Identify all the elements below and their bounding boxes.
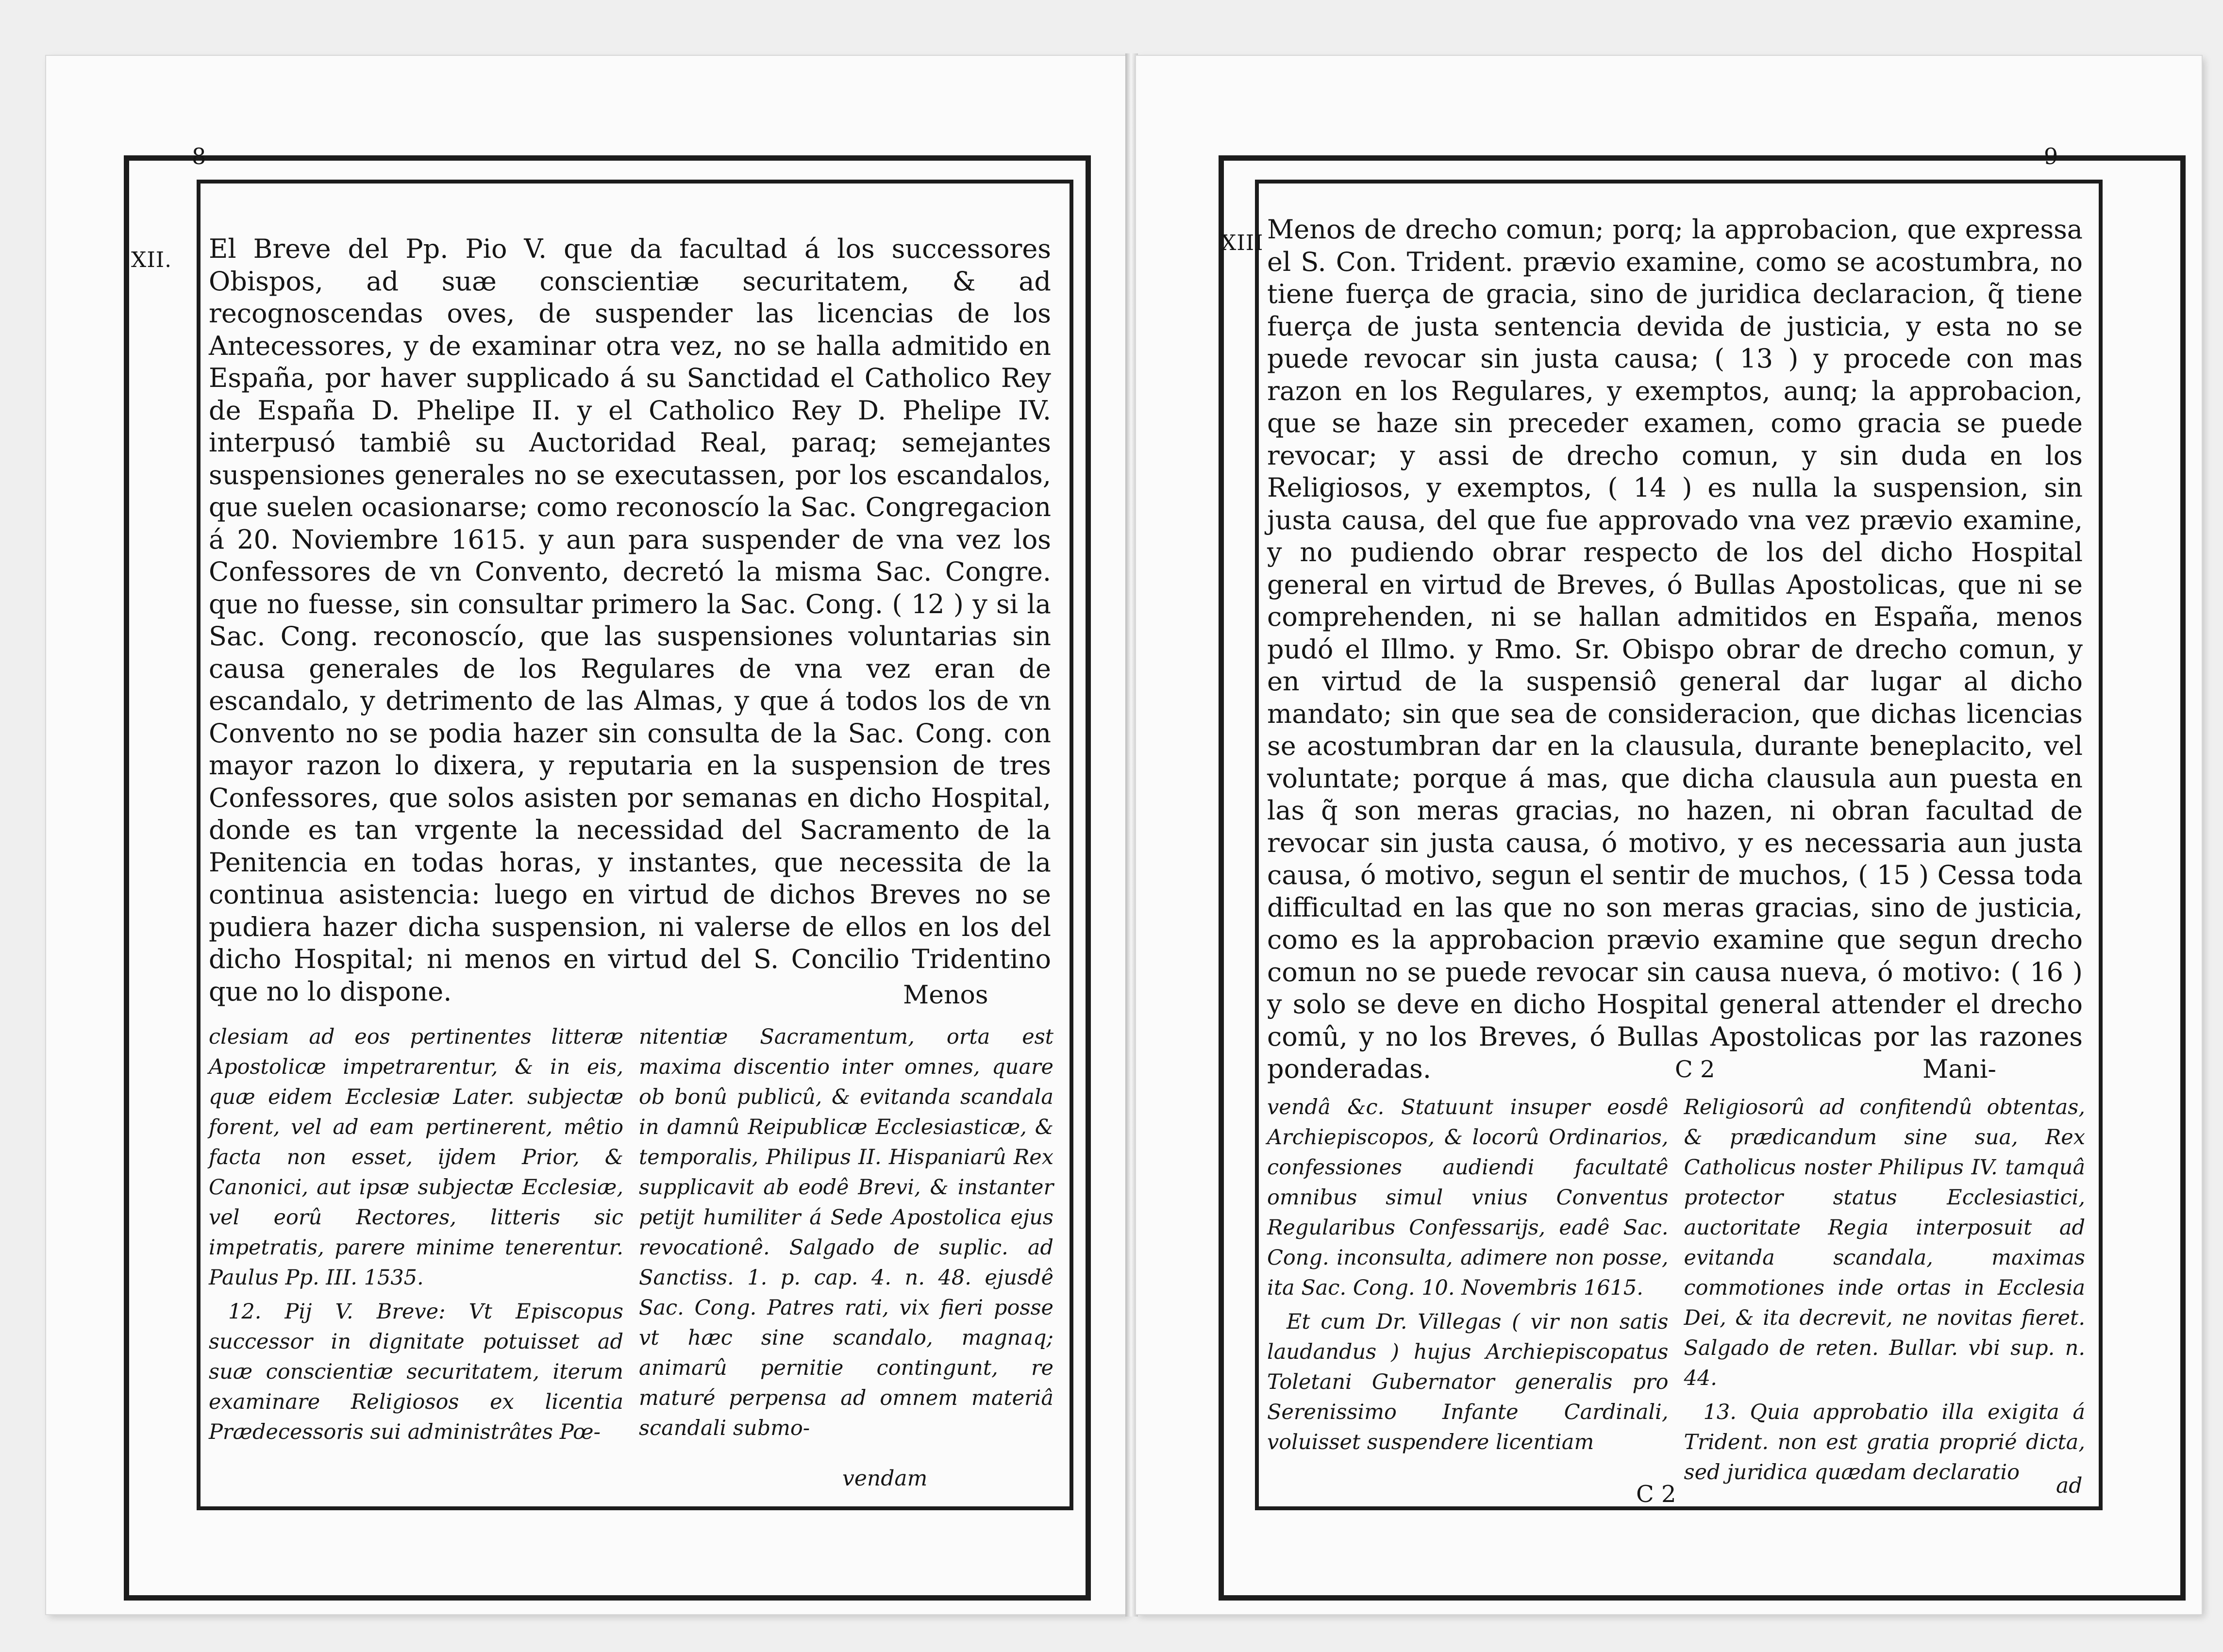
main-paragraph: Menos de drecho comun; porq; la approbacion, que expressa el S. Con. Trident. prævio examine, como se acostumbra, no tiene fuerça de gracia, sino de juridica declaracion, q̃ tiene fuerça de justa sentencia devida de justicia, y esta no se puede revocar sin justa causa; ( 13 ) y procede con mas razon en los Regulares, y exemptos, aunq; la approbacion, que se haze sin preceder examen, como gracia se puede revocar; y assi de drecho comun, y sin duda en los Religiosos, y exemptos, ( 14 ) es nulla la suspension, sin justa causa, del que fue approvado vna vez prævio examine, y no pudiendo obrar respecto de los del dicho Hospital general en virtud de Breves, ó Bullas Apostolicas, que ni se comprehenden, ni se hallan admitidos en España, menos pudó el Illmo. y Rmo. Sr. Obispo obrar de drecho comun, y en virtud de la suspensiô general dar lugar al dicho mandato; sin que sea de consideracion, que dichas licencias se acostumbran dar en la clausula, durante beneplacito, vel voluntate; porque á mas, que dicha clausula aun puesta en las q̃ son meras gracias, no hazen, ni obran facultad de revocar sin justa causa, ó motivo, y es necessaria aun justa causa, ó motivo, segun el sentir de muchos, ( 15 ) Cessa toda difficultad en las que no son meras gracias, sino de justicia, como es la approbacion prævio examine que segun drecho comun no se puede revocar sin causa nueva, ó motivo: ( 16 ) y solo se deve en dicho Hospital general attender el drecho comû, y no los Breves, ó Bullas Apostolicas por las razones ponderadas. <box>1267 214 2083 1084</box>
note-text: Religiosorû ad confitendû obtentas, & prædicandum sine sua, Rex Catholicus noster Philipus IV. tamquâ protector status Ecclesiastici, auctoritate Regia interposuit ad evitanda scandala, maximas commotiones inde ortas in Ecclesia Dei, & ita decrevit, ne novitas fieret. Salgado de reten. Bullar. vbi sup. n. 44. <box>1684 1095 2085 1390</box>
note-text: 13. Quia approbatio illa exigita á Trident. non est gratia proprié dicta, sed juridica quædam declaratio <box>1684 1400 2085 1485</box>
signature-mark: C 2 <box>1675 1056 1715 1083</box>
page-number: 9 <box>2044 143 2058 169</box>
left-page <box>46 56 1126 1614</box>
right-page <box>1136 56 2202 1614</box>
marginal-notes <box>209 1022 1053 1468</box>
section-number: XII. <box>131 248 172 272</box>
note-text: Et cum Dr. Villegas ( vir non satis laudandus ) hujus Archiepiscopatus Toletani Gubernator generalis pro Serenissimo Infante Cardinali, voluisset suspendere licentiam <box>1267 1310 1669 1454</box>
page-number: 8 <box>192 143 206 169</box>
note-text: 12. Pij V. Breve: Vt Episcopus successor in dignitate potuisset ad suæ conscientiæ securitatem, iterum examinare Religiosos ex licentia Prædecessoris sui administrâtes Pœ- <box>209 1300 623 1444</box>
note-text: clesiam ad eos pertinentes litteræ Apostolicæ impetrarentur, & in eis, quæ eidem Ecclesiæ Later. subjectæ forent, vel ad eam pertinerent, mêtio facta non esset, ijdem Prior, & Canonici, aut ipsæ subjectæ Ecclesiæ, vel eorû Rectores, litteris sic impetratis, parere minime tenerentur. Paulus Pp. III. 1535. <box>209 1025 623 1290</box>
note-column-2 <box>639 1022 1053 1468</box>
catchword-notes: vendam <box>842 1466 928 1491</box>
marginal-notes <box>1267 1092 2085 1485</box>
note-column-2 <box>1684 1092 2086 1485</box>
note-column-1 <box>1267 1092 1669 1471</box>
note-text: vendâ &c. Statuunt insuper eosdê Archiepiscopos, & locorû Ordinarios, confessiones audiendi facultatê omnibus simul vnius Conventus Regularibus Confessarijs, eadê Sac. Cong. inconsulta, adimere non posse, ita Sac. Cong. 10. Novembris 1615. <box>1267 1095 1669 1300</box>
note-column-1 <box>209 1022 623 1468</box>
catchword-main: Mani- <box>1922 1055 1996 1084</box>
signature-mark: C 2 <box>1636 1481 1676 1508</box>
note-text: nitentiæ Sacramentum, orta est maxima discentio inter omnes, quare ob bonû publicû, & evitanda scandala in damnû Reipublicæ Ecclesiasticæ, & temporalis, Philipus II. Hispaniarû Rex supplicavit ab eodê Brevi, & instanter petijt humiliter á Sede Apostolica ejus revocationê. Salgado de suplic. ad Sanctiss. 1. p. cap. 4. n. 48. ejusdê Sac. Cong. Patres rati, vix fieri posse vt hæc sine scandalo, magnaq; animarû pernitie contingunt, re maturé perpensa ad omnem materiâ scandali submo- <box>639 1025 1053 1440</box>
catchword-notes: ad <box>2056 1473 2083 1498</box>
main-paragraph: El Breve del Pp. Pio V. que da facultad á los successores Obispos, ad suæ conscientiæ securitatem, & ad recognoscendas oves, de suspender las licencias de los Antecessores, y de examinar otra vez, no se halla admitido en España, por haver supplicado á su Sanctidad el Catholico Rey de España D. Phelipe II. y el Catholico Rey D. Phelipe IV. interpusó tambiê su Auctoridad Real, paraq; semejantes suspensiones generales no se executassen, por los escandalos, que suelen ocasionarse; como reconoscío la Sac. Congregacion á 20. Noviembre 1615. y aun para suspender de vna vez los Confessores de vn Convento, decretó la misma Sac. Congre. que no fuesse, sin consultar primero la Sac. Cong. ( 12 ) y si la Sac. Cong. reconoscío, que las suspensiones voluntarias sin causa generales de los Regulares de vna vez eran de escandalo, y detrimento de las Almas, y que á todos los de vn Convento no se podia hazer sin consulta de la Sac. Cong. con mayor razon lo dixera, y reputaria en la suspension de tres Confessores, que solos asisten por semanas en dicho Hospital, donde es tan vrgente la necessidad del Sacramento de la Penitencia en todas horas, y instantes, que necessita de la continua asistencia: luego en virtud de dichos Breves no se pudiera hazer dicha suspension, ni valerse de ellos en los del dicho Hospital; ni menos en virtud del S. Concilio Tridentino que no lo dispone. <box>209 234 1051 1007</box>
section-number: XIII <box>1221 231 1264 255</box>
catchword-main: Menos <box>903 981 988 1010</box>
